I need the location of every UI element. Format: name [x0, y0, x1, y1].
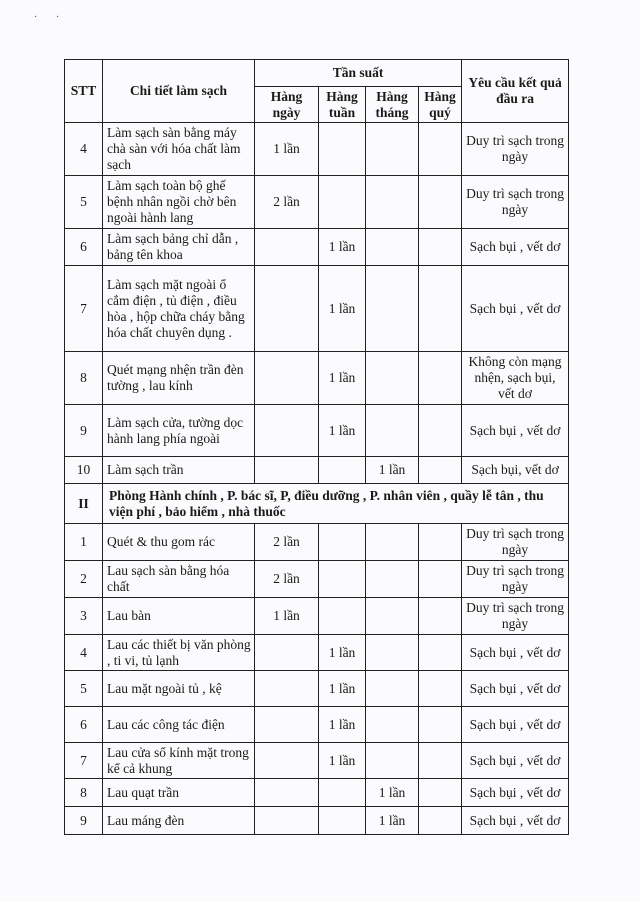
row-description: Lau các công tác điện: [103, 707, 255, 743]
row-stt: 7: [65, 743, 103, 779]
row-result: Sạch bụi , vết dơ: [462, 266, 569, 352]
row-monthly: [366, 352, 419, 405]
row-description: Lau bàn: [103, 598, 255, 635]
row-description: Làm sạch cửa, tường dọc hành lang phía ngoài: [103, 405, 255, 457]
row-monthly: [366, 405, 419, 457]
row-weekly: [319, 524, 366, 561]
row-monthly: [366, 229, 419, 266]
row-daily: [255, 229, 319, 266]
row-quarterly: [419, 123, 462, 176]
row-monthly: [366, 671, 419, 707]
row-monthly: [366, 598, 419, 635]
row-daily: [255, 707, 319, 743]
row-daily: [255, 635, 319, 671]
row-quarterly: [419, 707, 462, 743]
row-weekly: 1 lần: [319, 352, 366, 405]
row-weekly: [319, 123, 366, 176]
row-weekly: 1 lần: [319, 266, 366, 352]
row-daily: [255, 779, 319, 807]
row-monthly: [366, 123, 419, 176]
table-row: [65, 743, 569, 779]
table-row: [65, 807, 569, 835]
cleaning-schedule-table: [64, 59, 569, 835]
row-weekly: 1 lần: [319, 743, 366, 779]
table-row: [65, 176, 569, 229]
row-weekly: 1 lần: [319, 635, 366, 671]
row-quarterly: [419, 598, 462, 635]
row-quarterly: [419, 671, 462, 707]
row-description: Làm sạch mặt ngoài ổ cắm điện , tủ điện , điều hòa , hộp chữa cháy bằng hóa chất chuyên dụng .: [103, 266, 255, 352]
row-result: Sạch bụi , vết dơ: [462, 671, 569, 707]
row-daily: 2 lần: [255, 524, 319, 561]
header-row-top: [65, 60, 569, 87]
row-result: Sạch bụi , vết dơ: [462, 229, 569, 266]
section-title: Phòng Hành chính , P. bác sĩ, P, điều dưỡng , P. nhân viên , quầy lễ tân , thu viện phí , bảo hiểm , nhà thuốc: [103, 484, 569, 524]
row-monthly: [366, 707, 419, 743]
row-description: Lau mặt ngoài tủ , kệ: [103, 671, 255, 707]
table-row: [65, 779, 569, 807]
row-result: Sạch bụi , vết dơ: [462, 779, 569, 807]
row-monthly: [366, 743, 419, 779]
row-quarterly: [419, 457, 462, 484]
row-stt: 1: [65, 524, 103, 561]
row-description: Lau sạch sàn bằng hóa chất: [103, 561, 255, 598]
header-frequency: Tần suất: [255, 60, 462, 87]
row-daily: 2 lần: [255, 561, 319, 598]
header-daily: Hàng ngày: [255, 87, 319, 123]
row-monthly: [366, 635, 419, 671]
row-stt: 9: [65, 405, 103, 457]
row-description: Lau cửa sổ kính mặt trong kể cả khung: [103, 743, 255, 779]
row-daily: [255, 671, 319, 707]
row-result: Duy trì sạch trong ngày: [462, 176, 569, 229]
row-quarterly: [419, 743, 462, 779]
row-result: Sạch bụi , vết dơ: [462, 807, 569, 835]
row-daily: [255, 405, 319, 457]
row-monthly: 1 lần: [366, 807, 419, 835]
row-daily: 2 lần: [255, 176, 319, 229]
row-quarterly: [419, 229, 462, 266]
table-row: [65, 635, 569, 671]
table-row: [65, 229, 569, 266]
table-row: [65, 457, 569, 484]
row-daily: [255, 457, 319, 484]
row-description: Làm sạch toàn bộ ghế bệnh nhân ngồi chờ bên ngoài hành lang: [103, 176, 255, 229]
row-monthly: 1 lần: [366, 779, 419, 807]
row-result: Sạch bụi , vết dơ: [462, 405, 569, 457]
row-description: Quét mạng nhện trần đèn tường , lau kính: [103, 352, 255, 405]
row-description: Làm sạch trần: [103, 457, 255, 484]
row-monthly: [366, 561, 419, 598]
row-weekly: [319, 598, 366, 635]
row-daily: 1 lần: [255, 598, 319, 635]
table-row: [65, 524, 569, 561]
header-quarterly: Hàng quý: [419, 87, 462, 123]
header-stt: STT: [65, 60, 103, 123]
table-row: [65, 671, 569, 707]
row-monthly: [366, 176, 419, 229]
row-quarterly: [419, 779, 462, 807]
row-stt: 2: [65, 561, 103, 598]
row-weekly: [319, 561, 366, 598]
row-stt: 3: [65, 598, 103, 635]
table-row: [65, 352, 569, 405]
row-daily: [255, 807, 319, 835]
header-result: Yêu cầu kết quả đầu ra: [462, 60, 569, 123]
row-quarterly: [419, 635, 462, 671]
row-result: Duy trì sạch trong ngày: [462, 123, 569, 176]
row-monthly: [366, 266, 419, 352]
table-row: [65, 707, 569, 743]
row-daily: [255, 352, 319, 405]
row-stt: 8: [65, 779, 103, 807]
row-result: Sạch bụi , vết dơ: [462, 635, 569, 671]
row-stt: 6: [65, 707, 103, 743]
table-row: [65, 123, 569, 176]
row-monthly: [366, 524, 419, 561]
row-daily: [255, 266, 319, 352]
row-daily: 1 lần: [255, 123, 319, 176]
scan-specks: · ·: [34, 12, 68, 23]
row-result: Không còn mạng nhện, sạch bụi, vết dơ: [462, 352, 569, 405]
section-number: II: [65, 484, 103, 524]
row-stt: 7: [65, 266, 103, 352]
row-description: Lau các thiết bị văn phòng , ti vi, tủ lạnh: [103, 635, 255, 671]
table-row: [65, 266, 569, 352]
table-row: [65, 561, 569, 598]
row-weekly: [319, 807, 366, 835]
row-description: Quét & thu gom rác: [103, 524, 255, 561]
row-result: Sạch bụi , vết dơ: [462, 707, 569, 743]
row-description: Làm sạch sàn bằng máy chà sàn với hóa chất làm sạch: [103, 123, 255, 176]
row-quarterly: [419, 266, 462, 352]
row-description: Lau quạt trần: [103, 779, 255, 807]
row-stt: 4: [65, 635, 103, 671]
row-weekly: 1 lần: [319, 671, 366, 707]
row-quarterly: [419, 176, 462, 229]
row-quarterly: [419, 561, 462, 598]
row-weekly: [319, 779, 366, 807]
row-stt: 8: [65, 352, 103, 405]
row-result: Duy trì sạch trong ngày: [462, 598, 569, 635]
header-weekly: Hàng tuần: [319, 87, 366, 123]
row-description: Làm sạch bảng chỉ dẫn , bảng tên khoa: [103, 229, 255, 266]
row-weekly: [319, 457, 366, 484]
row-weekly: [319, 176, 366, 229]
row-monthly: 1 lần: [366, 457, 419, 484]
table-row: [65, 405, 569, 457]
section-row: [65, 484, 569, 524]
row-result: Duy trì sạch trong ngày: [462, 524, 569, 561]
header-detail: Chi tiết làm sạch: [103, 60, 255, 123]
row-quarterly: [419, 352, 462, 405]
row-stt: 5: [65, 176, 103, 229]
row-quarterly: [419, 807, 462, 835]
row-weekly: 1 lần: [319, 405, 366, 457]
table-row: [65, 598, 569, 635]
row-result: Sạch bụi , vết dơ: [462, 743, 569, 779]
header-monthly: Hàng tháng: [366, 87, 419, 123]
row-stt: 5: [65, 671, 103, 707]
row-quarterly: [419, 405, 462, 457]
group1-body: [65, 123, 569, 835]
row-stt: 4: [65, 123, 103, 176]
row-stt: 6: [65, 229, 103, 266]
row-quarterly: [419, 524, 462, 561]
row-weekly: 1 lần: [319, 229, 366, 266]
row-result: Sạch bụi, vết dơ: [462, 457, 569, 484]
row-stt: 10: [65, 457, 103, 484]
row-stt: 9: [65, 807, 103, 835]
row-weekly: 1 lần: [319, 707, 366, 743]
row-result: Duy trì sạch trong ngày: [462, 561, 569, 598]
row-description: Lau máng đèn: [103, 807, 255, 835]
row-daily: [255, 743, 319, 779]
